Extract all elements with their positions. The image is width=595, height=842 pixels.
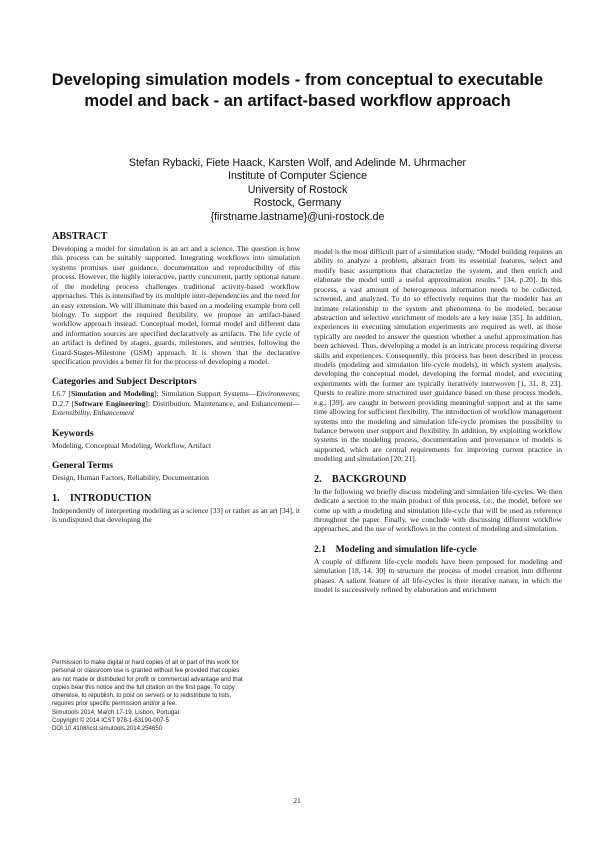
category-italic-extensibility: Extensibility, Enhancement [52, 408, 135, 418]
introduction-heading: 1. INTRODUCTION [52, 492, 152, 504]
author-names: Stefan Rybacki, Fiete Haack, Karsten Wolf, and Adelinde M. Uhrmacher [128, 157, 467, 169]
left-column [52, 231, 300, 524]
categories-text: I.6.7 [Simulation and Modeling]: Simulation Support Systems—Environments; D.2.7 [Software Engineering]: Distribution, Maintenance, and Enhancement—Extensibility, Enhancement [52, 389, 300, 418]
category-italic-environments: Environments [256, 389, 298, 399]
lifecycle-heading: 2.1 Modeling and simulation life-cycle [314, 543, 477, 555]
abstract-heading: ABSTRACT [52, 231, 108, 242]
lifecycle-text: A couple of different life-cycle models have been proposed for modeling and simulation [18, 14, 30] to structure the process of model creation into different phases. A salient feature of all life-cycles is their iterative nature, in which the model is successively refined by elaboration and enrichment [314, 556, 562, 595]
paper-title: Developing simulation models - from conceptual to executable model and back - an artifact-based workflow approach [51, 71, 544, 110]
permission-note: Permission to make digital or hard copies of all or part of this work for personal or classroom use is granted without fee provided that copies are not made or distributed for profit or commercial advantage and that copies bear this notice and the full citation on the first page. To copy otherwise, to republish, to post on servers or to redistribute to lists, requires prior specific permission and/or a fee. Simutools 2014, March 17-19, Lisbon, Portugal Copyright © 2014 ICST 978-1-63190-007-5 DOI 10.4108/icst.simutools.2014.254650 [52, 659, 300, 734]
author-block [40, 157, 555, 224]
copyright-line: Copyright © 2014 ICST 978-1-63190-007-5 [52, 717, 169, 725]
keywords-heading: Keywords [52, 427, 94, 439]
category-bold-software: Software Engineering [74, 398, 146, 408]
affiliation-university: University of Rostock [247, 183, 348, 196]
background-heading: 2. BACKGROUND [314, 473, 407, 485]
general-terms-text: Design, Human Factors, Reliability, Documentation [52, 473, 209, 483]
right-column [314, 247, 562, 595]
affiliation-institute: Institute of Computer Science [228, 170, 367, 183]
abstract-text: Developing a model for simulation is an art and a science. The question is how this process can be suitably supported. Integrating workflows into simulation systems promises user guidance, documentation and reproducibility of this process. However, the highly interactive, partly concurrent, partly optional nature of the modeling process challenges traditional activity-based workflow approaches. This is intensified by its multiple inter-dependencies and the need for an easy extension. We will illuminate this based on a modeling example from cell biology. To support the required flexibility, we propose an artifact-based workflow approach instead. Conceptual model, formal model and different data and information sources are specified declaratively as artifacts. The life cycle of an artifact is defined by stages, guards, milestones, and sentries, following the Guard-Stages-Milestone (GSM) approach. It is shown that the declarative specification provides a better fit for the process of developing a model. [52, 244, 300, 367]
introduction-text-left: Independently of interpreting modeling as a science [33] or rather as an art [34], it is undisputed that developing the [52, 505, 300, 525]
background-text: In the following we briefly discuss modeling and simulation life-cycles. We then dedicate a section to the main product of this process, i.e., the model, before we come up with a modeling and simulation life-cycle that will be used as reference throughout the paper. Finally, we conclude with discussing different workflow approaches, and the use of workflows in the context of modeling and simulation. [314, 486, 562, 534]
conference-line: Simutools 2014, March 17-19, Lisbon, Portugal [52, 708, 180, 716]
category-bold-simulation: Simulation and Modeling [70, 389, 155, 399]
author-email: {firstname.lastname}@uni-rostock.de [210, 210, 385, 223]
affiliation-location: Rostock, Germany [253, 197, 342, 210]
keywords-text: Modeling, Conceptual Modeling, Workflow, Artifact [52, 440, 212, 450]
categories-heading: Categories and Subject Descriptors [52, 376, 197, 388]
general-terms-heading: General Terms [52, 460, 114, 472]
page-number: 21 [293, 796, 301, 805]
introduction-text-right: model is the most difficult part of a simulation study. “Model building requires an ability to analyze a problem, abstract from its essential features, select and modify basic assumptions that characterize the system, and then enrich and elaborate the model until a useful approximation results.” [34, p.20]. In this process, a vast amount of heterogeneous information needs to be collected, screened, and analyzed. To do so effectively requires that the modeler has an intimate relationship to the system and phenomena to be modeled, because abstraction and selective enrichment of models are a key issue [35]. In addition, experiences in executing simulation experiments are required as well, as those typically are needed to answer the question whether a useful approximation has been achieved. Thus, developing a model is an intricate process requiring diverse skills and experiences. Consequently, this process has been described in process models (modeling and simulation life-cycle models), in which system analysis, developing the conceptual model, developing the formal model, and executing experiments with the former are typically iteratively interwoven [1, 31, 8, 23]. Quests to realize more structured user guidance based on these process models, e.g., [39], are caught in between providing meaningful support and at the same time allowing for sufficient flexibility. The introduction of workflow management systems into the modeling and simulation life-cycle promises the possibility to balance between user support and flexibility. In addition, by exploiting workflow systems in the modeling process, documentation and provenance of models is supported, which are central requirements for improving current practice in modeling and simulation [20, 21]. [314, 247, 562, 464]
doi-line: DOI 10.4108/icst.simutools.2014.254650 [52, 725, 163, 733]
